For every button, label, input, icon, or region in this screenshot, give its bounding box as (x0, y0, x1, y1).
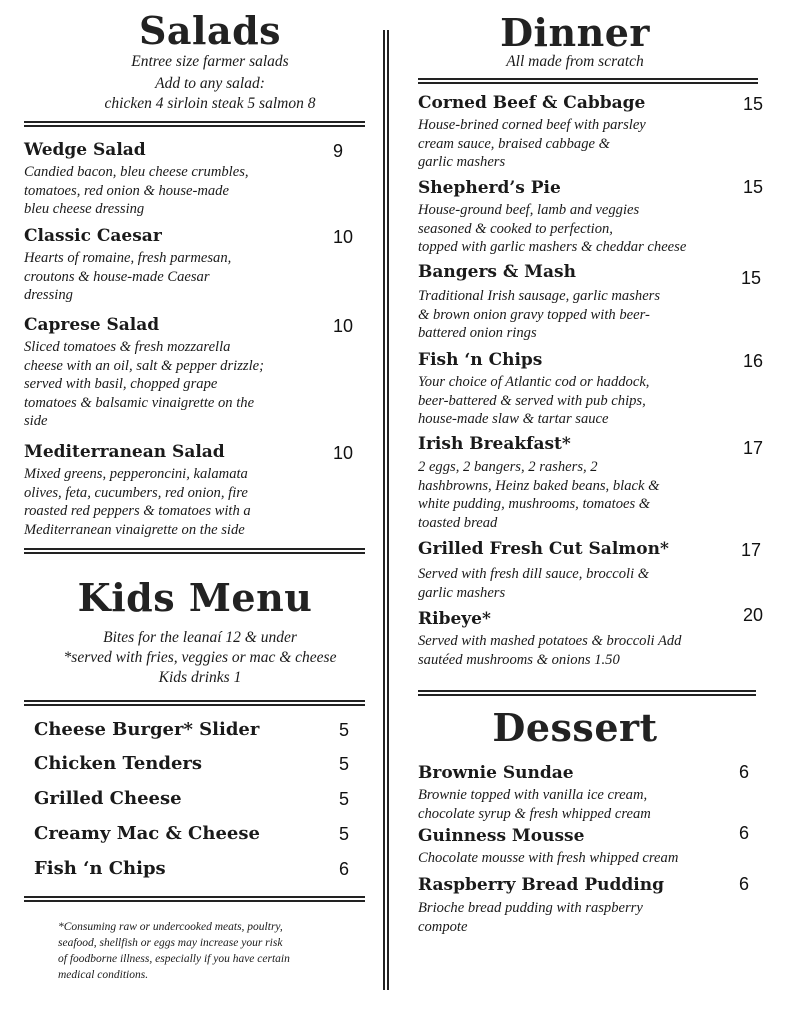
kids-item-price: 6 (339, 859, 350, 879)
kids-item-name: Fish ‘n Chips (34, 858, 166, 879)
menu-item-price: 6 (739, 874, 750, 894)
menu-item-description: Your choice of Atlantic cod or haddock, beer-battered & served with pub chips, house-made slaw & tartar sauce (418, 374, 650, 427)
menu-item-name: Raspberry Bread Pudding (418, 875, 664, 895)
menu-item-price: 10 (333, 443, 354, 463)
salads-title: Salads (138, 8, 282, 53)
menu-item-description: Traditional Irish sausage, garlic mashers & brown onion gravy topped with beer- battered onion rings (418, 288, 661, 341)
salads-bottom-divider (24, 548, 365, 554)
menu-item-name: Ribeye* (418, 609, 491, 629)
menu-item-name: Irish Breakfast* (418, 434, 571, 454)
menu-item-price: 9 (333, 141, 344, 161)
menu-item-description: Sliced tomatoes & fresh mozzarella cheese with an oil, salt & pepper drizzle; served with basil, chopped grape tomatoes & balsamic vinaigrette on the side (24, 339, 264, 429)
menu-item-price: 15 (741, 268, 762, 288)
kids-item-name: Creamy Mac & Cheese (34, 823, 260, 844)
menu-item-price: 17 (743, 438, 764, 458)
menu-item-price: 6 (739, 762, 750, 782)
salads-subtitle: Entree size farmer salads (131, 53, 289, 70)
kids-item-name: Grilled Cheese (34, 788, 182, 809)
menu-item-price: 6 (739, 823, 750, 843)
menu-item-description: Chocolate mousse with fresh whipped cream (418, 850, 679, 866)
menu-item-price: 17 (741, 540, 762, 560)
menu-item-name: Mediterranean Salad (24, 442, 225, 462)
kids-menu-title: Kids Menu (77, 575, 313, 620)
menu-item-name: Brownie Sundae (418, 763, 574, 783)
dinner-title: Dinner (500, 10, 650, 55)
kids-item-price: 5 (339, 754, 350, 774)
menu-item-price: 15 (743, 177, 764, 197)
salads-addon-line2: chicken 4 sirloin steak 5 salmon 8 (104, 95, 316, 112)
column-divider (383, 30, 389, 990)
menu-item-name: Caprese Salad (24, 315, 160, 335)
menu-item-name: Bangers & Mash (418, 262, 576, 282)
kids-menu-line3: Kids drinks 1 (158, 669, 242, 686)
menu-item-description: Candied bacon, bleu cheese crumbles, tomatoes, red onion & house-made bleu cheese dressing (24, 164, 249, 217)
menu-item-name: Shepherd’s Pie (418, 178, 561, 198)
kids-item-price: 5 (339, 789, 350, 809)
menu-item-description: Served with fresh dill sauce, broccoli & garlic mashers (418, 566, 650, 601)
salads-addon-line1: Add to any salad: (155, 75, 265, 92)
menu-item-name: Classic Caesar (24, 226, 162, 246)
menu-item-price: 10 (333, 316, 354, 336)
dinner-bottom-divider (418, 690, 756, 696)
menu-item-price: 16 (743, 351, 764, 371)
menu-item-description: House-brined corned beef with parsley cream sauce, braised cabbage & garlic mashers (418, 117, 646, 170)
salads-divider (24, 121, 365, 127)
menu-item-name: Fish ‘n Chips (418, 350, 543, 370)
menu-item-description: 2 eggs, 2 bangers, 2 rashers, 2 hashbrowns, Heinz baked beans, black & white pudding, mushrooms, tomatoes & toasted bread (418, 459, 660, 531)
menu-item-description: Brownie topped with vanilla ice cream, chocolate syrup & fresh whipped cream (418, 787, 651, 822)
menu-item-price: 15 (743, 94, 764, 114)
menu-item-description: Served with mashed potatoes & broccoli Add sautéed mushrooms & onions 1.50 (418, 633, 682, 668)
menu-item-price: 20 (743, 605, 764, 625)
kids-divider (24, 700, 365, 706)
dinner-divider (418, 78, 758, 84)
menu-item-price: 10 (333, 227, 354, 247)
kids-item-price: 5 (339, 720, 350, 740)
food-safety-disclaimer: *Consuming raw or undercooked meats, poultry, seafood, shellfish or eggs may increase your risk of foodborne illness, especially if you have certain medical conditions. (58, 921, 290, 981)
menu-item-name: Guinness Mousse (418, 826, 585, 846)
menu-item-name: Wedge Salad (24, 140, 146, 160)
kids-item-name: Chicken Tenders (34, 753, 203, 774)
kids-item-price: 5 (339, 824, 350, 844)
kids-item-name: Cheese Burger* Slider (34, 719, 260, 740)
menu-item-name: Grilled Fresh Cut Salmon* (418, 539, 669, 559)
menu-item-description: House-ground beef, lamb and veggies seasoned & cooked to perfection, topped with garlic mashers & cheddar cheese (418, 202, 687, 255)
kids-menu-line1: Bites for the leanaí 12 & under (103, 629, 297, 646)
kids-bottom-divider (24, 896, 365, 902)
dessert-title: Dessert (492, 705, 658, 750)
menu-item-description: Brioche bread pudding with raspberry compote (418, 900, 643, 935)
menu-item-name: Corned Beef & Cabbage (418, 93, 646, 113)
menu-item-description: Hearts of romaine, fresh parmesan, croutons & house-made Caesar dressing (24, 250, 232, 303)
menu-item-description: Mixed greens, pepperoncini, kalamata olives, feta, cucumbers, red onion, fire roasted red peppers & tomatoes with a Mediterranean vinaigrette on the side (24, 466, 251, 538)
kids-menu-line2: *served with fries, veggies or mac & cheese (63, 649, 337, 666)
dinner-subtitle: All made from scratch (506, 53, 644, 70)
